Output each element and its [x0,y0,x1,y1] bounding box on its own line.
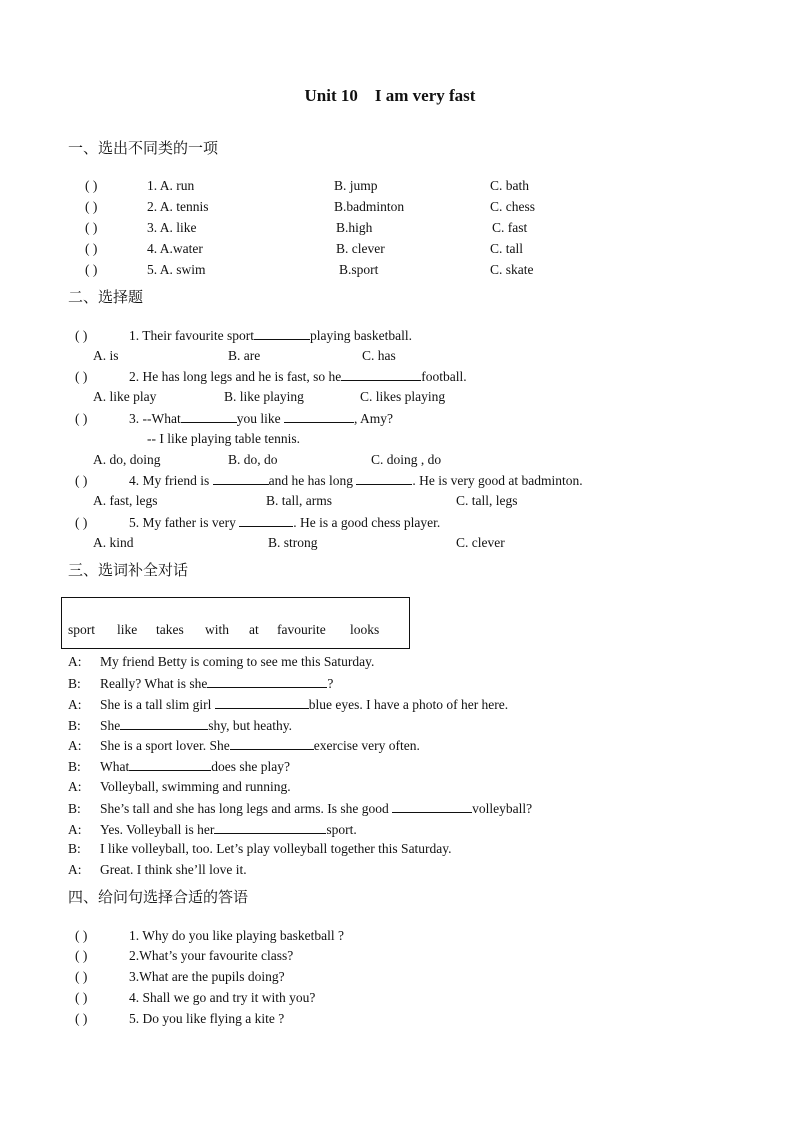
answer-paren: ( ) [85,241,98,256]
speaker-label: B: [68,759,81,774]
question-text: 5. Do you like flying a kite ? [129,1011,285,1026]
part1-item-5-b: B.sport [339,262,379,277]
part1-item-1-b: B. jump [334,178,378,193]
fill-blank[interactable] [120,717,208,730]
fill-blank[interactable] [239,514,293,527]
question-text: . He is very good at badminton. [412,473,583,488]
answer-paren: ( ) [75,1011,88,1026]
fill-blank[interactable] [129,758,211,771]
question-text: 2. He has long legs and he is fast, so he [129,369,342,384]
question-text: football. [421,369,467,384]
page-title: Unit 10 I am very fast [304,86,476,105]
dialogue-text: My friend Betty is coming to see me this Saturday. [100,654,375,669]
part4-question-3 [75,969,285,985]
question-text: 2.What’s your favourite class? [129,948,294,963]
part2-q3-option-b: B. do, do [228,452,278,467]
option-a: 5. A. swim [147,262,206,277]
question-text: , Amy? [353,411,393,426]
part1-item-1 [85,178,194,194]
word-bank-box [61,597,410,649]
question-text: 5. My father is very [129,515,236,530]
part2-q2-option-b: B. like playing [224,389,304,404]
dialogue-line [68,862,247,878]
answer-paren: ( ) [85,262,98,277]
speaker-label: B: [68,718,81,733]
answer-paren: ( ) [85,220,98,235]
part4-question-2 [75,948,293,964]
dialogue-line [68,758,290,775]
part4-question-4 [75,990,315,1006]
fill-blank[interactable] [392,800,472,813]
question-text: 4. Shall we go and try it with you? [129,990,316,1005]
option-a: 3. A. like [147,220,197,235]
part2-q5-option-b: B. strong [268,535,318,550]
question-text: 3.What are the pupils doing? [129,969,285,984]
dialogue-text: sport. [326,822,357,837]
part2-question-5 [75,514,440,531]
question-text: 3. --What [129,411,181,426]
fill-blank[interactable] [207,675,327,688]
part1-item-2-c: C. chess [490,199,535,214]
answer-paren: ( ) [75,515,88,530]
option-a: 2. A. tennis [147,199,209,214]
word-bank-item: at [249,622,259,637]
dialogue-line [68,841,452,857]
answer-paren: ( ) [75,369,88,384]
part2-q3-reply: -- I like playing table tennis. [147,431,300,446]
speaker-label: B: [68,841,81,856]
part1-item-1-c: C. bath [490,178,529,193]
speaker-label: A: [68,697,82,712]
dialogue-line [68,696,508,713]
dialogue-line [68,821,357,838]
part1-item-3-b: B.high [336,220,373,235]
dialogue-text: exercise very often. [313,738,420,753]
part4-question-1 [75,928,344,944]
fill-blank[interactable] [213,472,269,485]
dialogue-text: Great. I think she’ll love it. [100,862,247,877]
fill-blank[interactable] [230,737,314,750]
part1-item-4-c: C. tall [490,241,523,256]
part2-question-2 [75,368,467,385]
part2-question-4 [75,472,583,489]
part2-q2-option-c: C. likes playing [360,389,446,404]
question-text: 1. Their favourite sport [129,328,254,343]
speaker-label: B: [68,676,81,691]
part1-item-4 [85,241,203,257]
dialogue-line [68,675,333,692]
answer-paren: ( ) [75,473,88,488]
part1-item-2-b: B.badminton [334,199,405,214]
speaker-label: A: [68,654,82,669]
answer-paren: ( ) [75,990,88,1005]
answer-paren: ( ) [75,411,88,426]
part1-item-3-c: C. fast [492,220,528,235]
question-text: and he has long [268,473,353,488]
question-text: . He is a good chess player. [293,515,441,530]
option-a: 4. A.water [147,241,203,256]
word-bank-item: takes [156,622,184,637]
dialogue-text: shy, but heathy. [208,718,292,733]
speaker-label: A: [68,738,82,753]
part1-item-5-c: C. skate [490,262,534,277]
part2-q2-option-a: A. like play [93,389,157,404]
option-a: 1. A. run [147,178,195,193]
answer-paren: ( ) [85,178,98,193]
part2-q1-option-b: B. are [228,348,261,363]
part2-q4-option-c: C. tall, legs [456,493,518,508]
dialogue-text: volleyball? [472,801,533,816]
section-4-heading: 四、给问句选择合适的答语 [68,888,249,906]
dialogue-text: She is a sport lover. She [100,738,230,753]
dialogue-text: She is a tall slim girl [100,697,215,712]
speaker-label: A: [68,862,82,877]
part2-q3-option-a: A. do, doing [93,452,161,467]
dialogue-text: Volleyball, swimming and running. [100,779,291,794]
part2-q1-option-c: C. has [362,348,396,363]
question-text: 1. Why do you like playing basketball ? [129,928,344,943]
word-bank-item: sport [68,622,95,637]
fill-blank[interactable] [284,410,354,423]
answer-paren: ( ) [75,328,88,343]
fill-blank[interactable] [356,472,412,485]
section-3-heading: 三、选词补全对话 [68,561,189,579]
dialogue-text: She [100,718,121,733]
dialogue-text: does she play? [211,759,290,774]
part2-question-3 [75,410,393,427]
speaker-label: B: [68,801,81,816]
fill-blank[interactable] [215,696,309,709]
part1-item-4-b: B. clever [336,241,385,256]
question-text: playing basketball. [309,328,412,343]
dialogue-line [68,737,420,754]
section-1-heading: 一、选出不同类的一项 [68,139,219,157]
part1-item-3 [85,220,197,236]
part4-question-5 [75,1011,284,1027]
fill-blank[interactable] [254,327,310,340]
dialogue-text: She’s tall and she has long legs and arms. Is she good [100,801,393,816]
part2-q5-option-c: C. clever [456,535,505,550]
part1-item-5 [85,262,206,278]
part1-item-2 [85,199,209,215]
dialogue-line [68,779,291,795]
part2-q5-option-a: A. kind [93,535,134,550]
part2-q3-option-c: C. doing , do [371,452,442,467]
dialogue-line [68,800,532,817]
word-bank-item: favourite [277,622,326,637]
part2-q4-option-b: B. tall, arms [266,493,332,508]
fill-blank[interactable] [341,368,421,381]
dialogue-line [68,717,292,734]
part2-q1-option-a: A. is [93,348,119,363]
question-text: you like [236,411,281,426]
word-bank-item: like [117,622,138,637]
question-text: 4. My friend is [129,473,210,488]
part2-q4-option-a: A. fast, legs [93,493,158,508]
dialogue-text: blue eyes. I have a photo of her here. [308,697,509,712]
dialogue-text: ? [327,676,334,691]
fill-blank[interactable] [181,410,237,423]
fill-blank[interactable] [214,821,326,834]
speaker-label: A: [68,779,82,794]
answer-paren: ( ) [75,928,88,943]
dialogue-text: Yes. Volleyball is her [100,822,215,837]
dialogue-line [68,654,374,670]
answer-paren: ( ) [75,948,88,963]
answer-paren: ( ) [85,199,98,214]
dialogue-text: I like volleyball, too. Let’s play volleyball together this Saturday. [100,841,452,856]
section-2-heading: 二、选择题 [68,288,144,306]
speaker-label: A: [68,822,82,837]
word-bank-item: looks [350,622,380,637]
dialogue-text: What [100,759,130,774]
word-bank-item: with [205,622,230,637]
dialogue-text: Really? What is she [100,676,208,691]
part2-question-1 [75,327,412,344]
answer-paren: ( ) [75,969,88,984]
